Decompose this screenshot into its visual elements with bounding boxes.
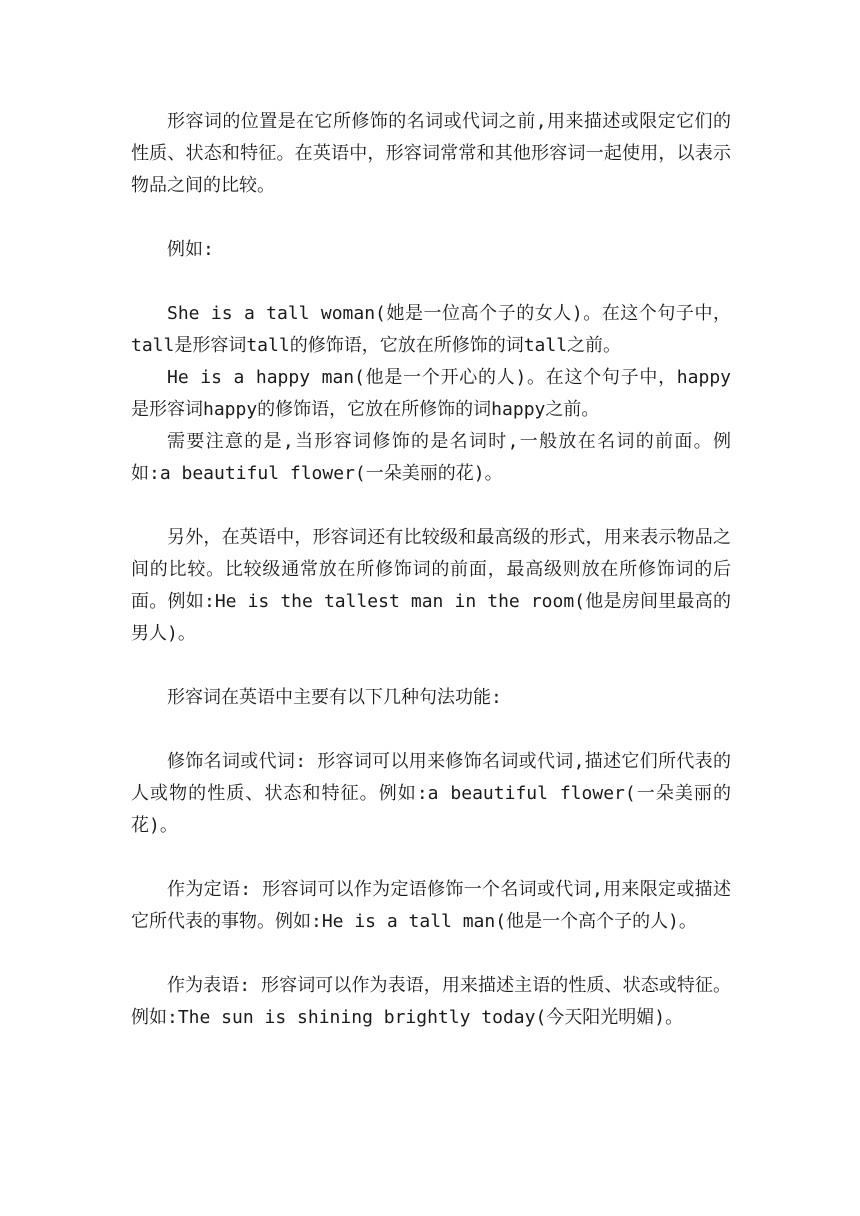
paragraph-adjective-position: 形容词的位置是在它所修饰的名词或代词之前,用来描述或限定它们的性质、状态和特征。在英语中，形容词常常和其他形容词一起使用，以表示物品之间的比较。 [131,111,731,196]
document-body [131,106,731,1034]
paragraph-example-label: 例如: [167,239,214,260]
paragraph-function-attributive: 作为定语: 形容词可以作为定语修饰一个名词或代词,用来限定或描述它所代表的事物。例如:He is a tall man(他是一个高个子的人)。 [131,879,731,932]
paragraph-example-happy: He is a happy man(他是一个开心的人)。在这个句子中，happy是形容词happy的修饰语，它放在所修饰的词happy之前。 [131,367,731,420]
paragraph-function-predicative: 作为表语: 形容词可以作为表语，用来描述主语的性质、状态或特征。例如:The sun is shining brightly today(今天阳光明媚)。 [131,975,731,1028]
paragraph-example-tall: She is a tall woman(她是一位高个子的女人)。在这个句子中，tall是形容词tall的修饰语，它放在所修饰的词tall之前。 [131,303,731,356]
paragraph-note-noun: 需要注意的是,当形容词修饰的是名词时,一般放在名词的前面。例如:a beautiful flower(一朵美丽的花)。 [131,431,731,484]
paragraph-comparison: 另外，在英语中，形容词还有比较级和最高级的形式，用来表示物品之间的比较。比较级通常放在所修饰词的前面，最高级则放在所修饰词的后面。例如:He is the tallest man in the room(他是房间里最高的男人)。 [131,527,731,644]
paragraph-function-modifier: 修饰名词或代词: 形容词可以用来修饰名词或代词,描述它们所代表的人或物的性质、状态和特征。例如:a beautiful flower(一朵美丽的花)。 [131,751,731,836]
paragraph-functions-intro: 形容词在英语中主要有以下几种句法功能: [167,687,502,708]
